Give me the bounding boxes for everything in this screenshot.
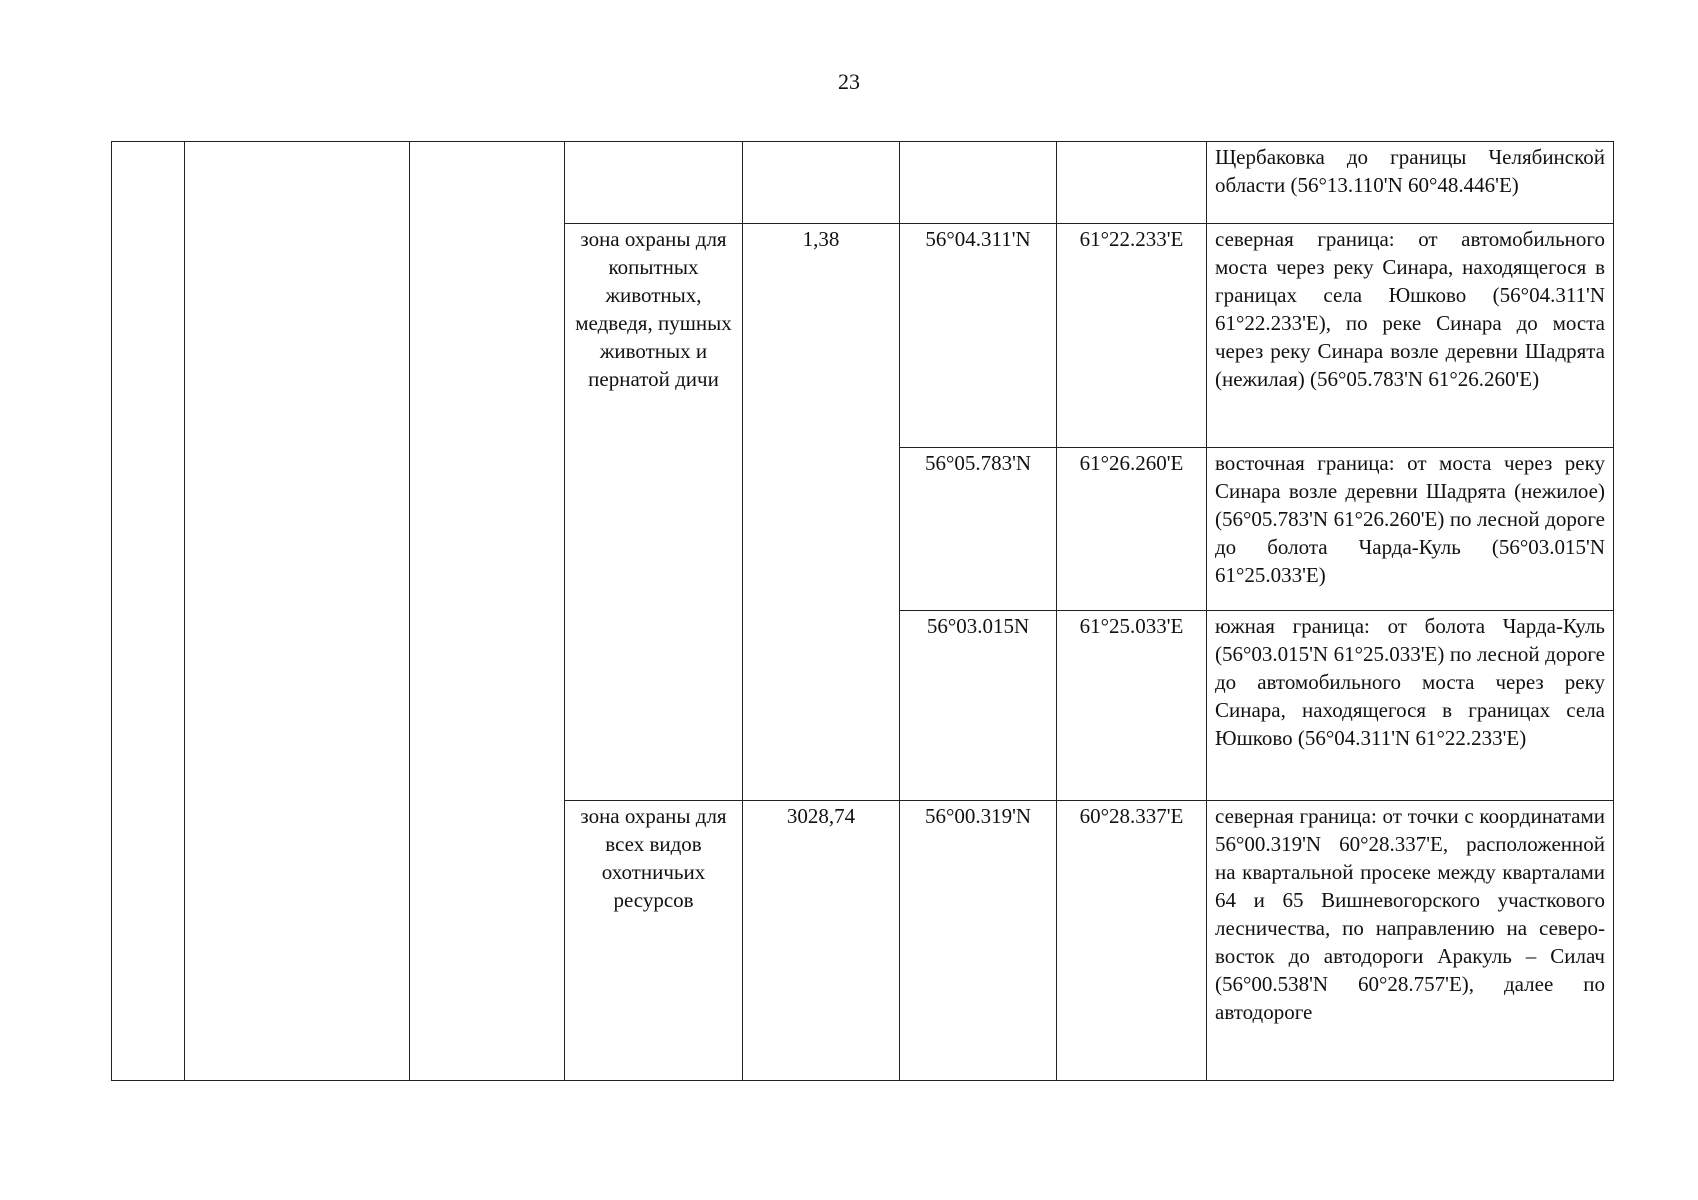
- latitude: 56°00.319'N: [900, 801, 1057, 1081]
- longitude: 61°25.033'E: [1057, 611, 1207, 801]
- boundary-description: восточная граница: от моста через реку Синара возле деревни Шадрята (нежилое) (56°05.783'N 61°26.260'E) по лесной дороге до болота Чарда-Куль (56°03.015'N 61°25.033'E): [1207, 448, 1614, 611]
- longitude: 60°28.337'E: [1057, 801, 1207, 1081]
- area-cell: [743, 142, 900, 224]
- lon-cell: [1057, 142, 1207, 224]
- latitude: 56°05.783'N: [900, 448, 1057, 611]
- col-2-cell: [185, 142, 410, 1081]
- col-3-cell: [410, 142, 565, 1081]
- boundary-description: северная граница: от автомобильного моста через реку Синара, находящегося в границах села Юшково (56°04.311'N 61°22.233'E), по реке Синара до моста через реку Синара возле деревни Шадрята (нежилая) (56°05.783'N 61°26.260'E): [1207, 224, 1614, 448]
- longitude: 61°22.233'E: [1057, 224, 1207, 448]
- zone-name: зона охраны для копытных животных, медведя, пушных животных и пернатой дичи: [565, 224, 743, 801]
- table-row: [112, 142, 1614, 224]
- area-value: 3028,74: [743, 801, 900, 1081]
- zone-cell: [565, 142, 743, 224]
- document-table: [111, 141, 1614, 1081]
- lat-cell: [900, 142, 1057, 224]
- latitude: 56°04.311'N: [900, 224, 1057, 448]
- zone-name: зона охраны для всех видов охотничьих ресурсов: [565, 801, 743, 1081]
- boundary-description: северная граница: от точки с координатами 56°00.319'N 60°28.337'E, расположенной на квартальной просеке между кварталами 64 и 65 Вишневогорского участкового лесничества, по направлению на северо-восток до автодороги Аракуль – Силач (56°00.538'N 60°28.757'E), далее по автодороге: [1207, 801, 1614, 1081]
- longitude: 61°26.260'E: [1057, 448, 1207, 611]
- area-value: 1,38: [743, 224, 900, 801]
- col-1-cell: [112, 142, 185, 1081]
- boundary-description: Щербаковка до границы Челябинской области (56°13.110'N 60°48.446'E): [1207, 142, 1614, 224]
- boundary-description: южная граница: от болота Чарда-Куль (56°03.015'N 61°25.033'E) по лесной дороге до автомобильного моста через реку Синара, находящегося в границах села Юшково (56°04.311'N 61°22.233'E): [1207, 611, 1614, 801]
- page-number: 23: [838, 69, 860, 94]
- latitude: 56°03.015N: [900, 611, 1057, 801]
